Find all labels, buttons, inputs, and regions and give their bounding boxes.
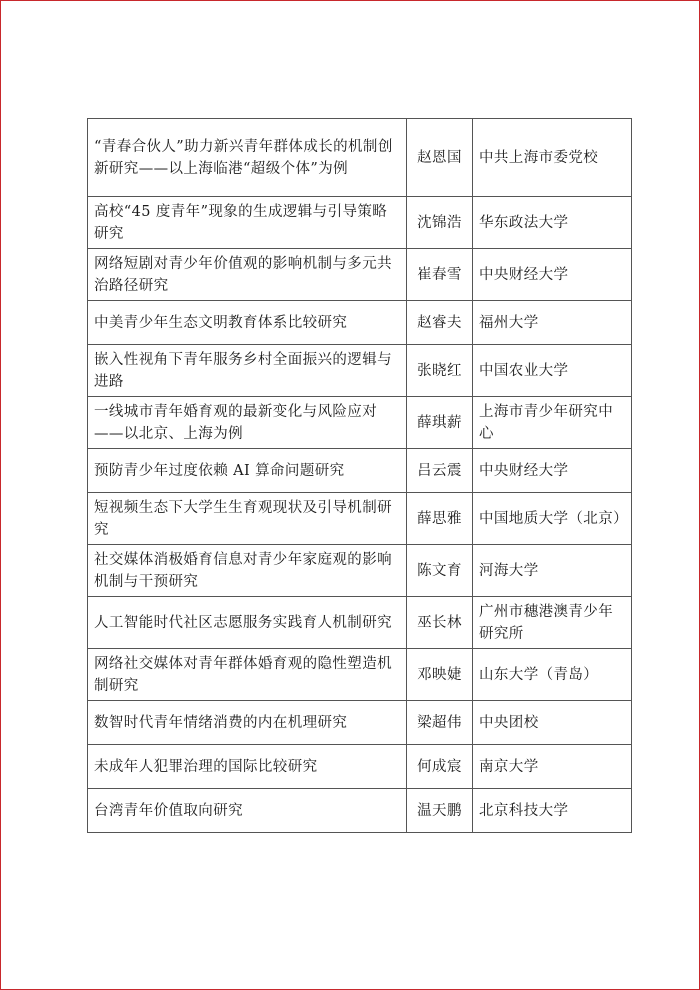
researcher-name: 邓映婕 [407, 649, 473, 701]
table-row [88, 449, 632, 493]
project-title: 高校“45 度青年”现象的生成逻辑与引导策略研究 [88, 197, 407, 249]
researcher-name: 沈锦浩 [407, 197, 473, 249]
table-row [88, 197, 632, 249]
researcher-name: 张晓红 [407, 345, 473, 397]
researcher-name: 陈文育 [407, 545, 473, 597]
researcher-name: 赵恩国 [407, 119, 473, 197]
institution-name: 山东大学（青岛） [473, 649, 632, 701]
researcher-name: 薛琪薪 [407, 397, 473, 449]
researcher-name: 巫长林 [407, 597, 473, 649]
institution-name: 河海大学 [473, 545, 632, 597]
table-row [88, 119, 632, 197]
institution-name: 中央财经大学 [473, 449, 632, 493]
researcher-name: 何成宸 [407, 745, 473, 789]
project-title: 中美青少年生态文明教育体系比较研究 [88, 301, 407, 345]
institution-name: 中国农业大学 [473, 345, 632, 397]
table-row [88, 789, 632, 833]
institution-name: 中国地质大学（北京） [473, 493, 632, 545]
researcher-name: 吕云震 [407, 449, 473, 493]
institution-name: 中共上海市委党校 [473, 119, 632, 197]
table-row [88, 597, 632, 649]
project-title: 数智时代青年情绪消费的内在机理研究 [88, 701, 407, 745]
project-title: 嵌入性视角下青年服务乡村全面振兴的逻辑与进路 [88, 345, 407, 397]
table-row [88, 345, 632, 397]
table-row [88, 301, 632, 345]
researcher-name: 赵睿夫 [407, 301, 473, 345]
institution-name: 上海市青少年研究中心 [473, 397, 632, 449]
researcher-name: 温天鹏 [407, 789, 473, 833]
researcher-name: 崔春雪 [407, 249, 473, 301]
institution-name: 中央团校 [473, 701, 632, 745]
institution-name: 南京大学 [473, 745, 632, 789]
table-row [88, 701, 632, 745]
project-title: 网络社交媒体对青年群体婚育观的隐性塑造机制研究 [88, 649, 407, 701]
project-title: 网络短剧对青少年价值观的影响机制与多元共治路径研究 [88, 249, 407, 301]
table-row [88, 493, 632, 545]
table-row [88, 649, 632, 701]
researcher-name: 薛思雅 [407, 493, 473, 545]
project-table [87, 118, 632, 833]
table-row [88, 249, 632, 301]
researcher-name: 梁超伟 [407, 701, 473, 745]
table-row [88, 745, 632, 789]
institution-name: 华东政法大学 [473, 197, 632, 249]
project-title: 一线城市青年婚育观的最新变化与风险应对——以北京、上海为例 [88, 397, 407, 449]
project-title: 社交媒体消极婚育信息对青少年家庭观的影响机制与干预研究 [88, 545, 407, 597]
project-title: 台湾青年价值取向研究 [88, 789, 407, 833]
institution-name: 广州市穗港澳青少年研究所 [473, 597, 632, 649]
project-title: 预防青少年过度依赖 AI 算命问题研究 [88, 449, 407, 493]
table-row [88, 545, 632, 597]
project-title: “青春合伙人”助力新兴青年群体成长的机制创新研究——以上海临港“超级个体”为例 [88, 119, 407, 197]
institution-name: 福州大学 [473, 301, 632, 345]
project-title: 人工智能时代社区志愿服务实践育人机制研究 [88, 597, 407, 649]
table-row [88, 397, 632, 449]
institution-name: 北京科技大学 [473, 789, 632, 833]
project-title: 短视频生态下大学生生育观现状及引导机制研究 [88, 493, 407, 545]
institution-name: 中央财经大学 [473, 249, 632, 301]
project-title: 未成年人犯罪治理的国际比较研究 [88, 745, 407, 789]
